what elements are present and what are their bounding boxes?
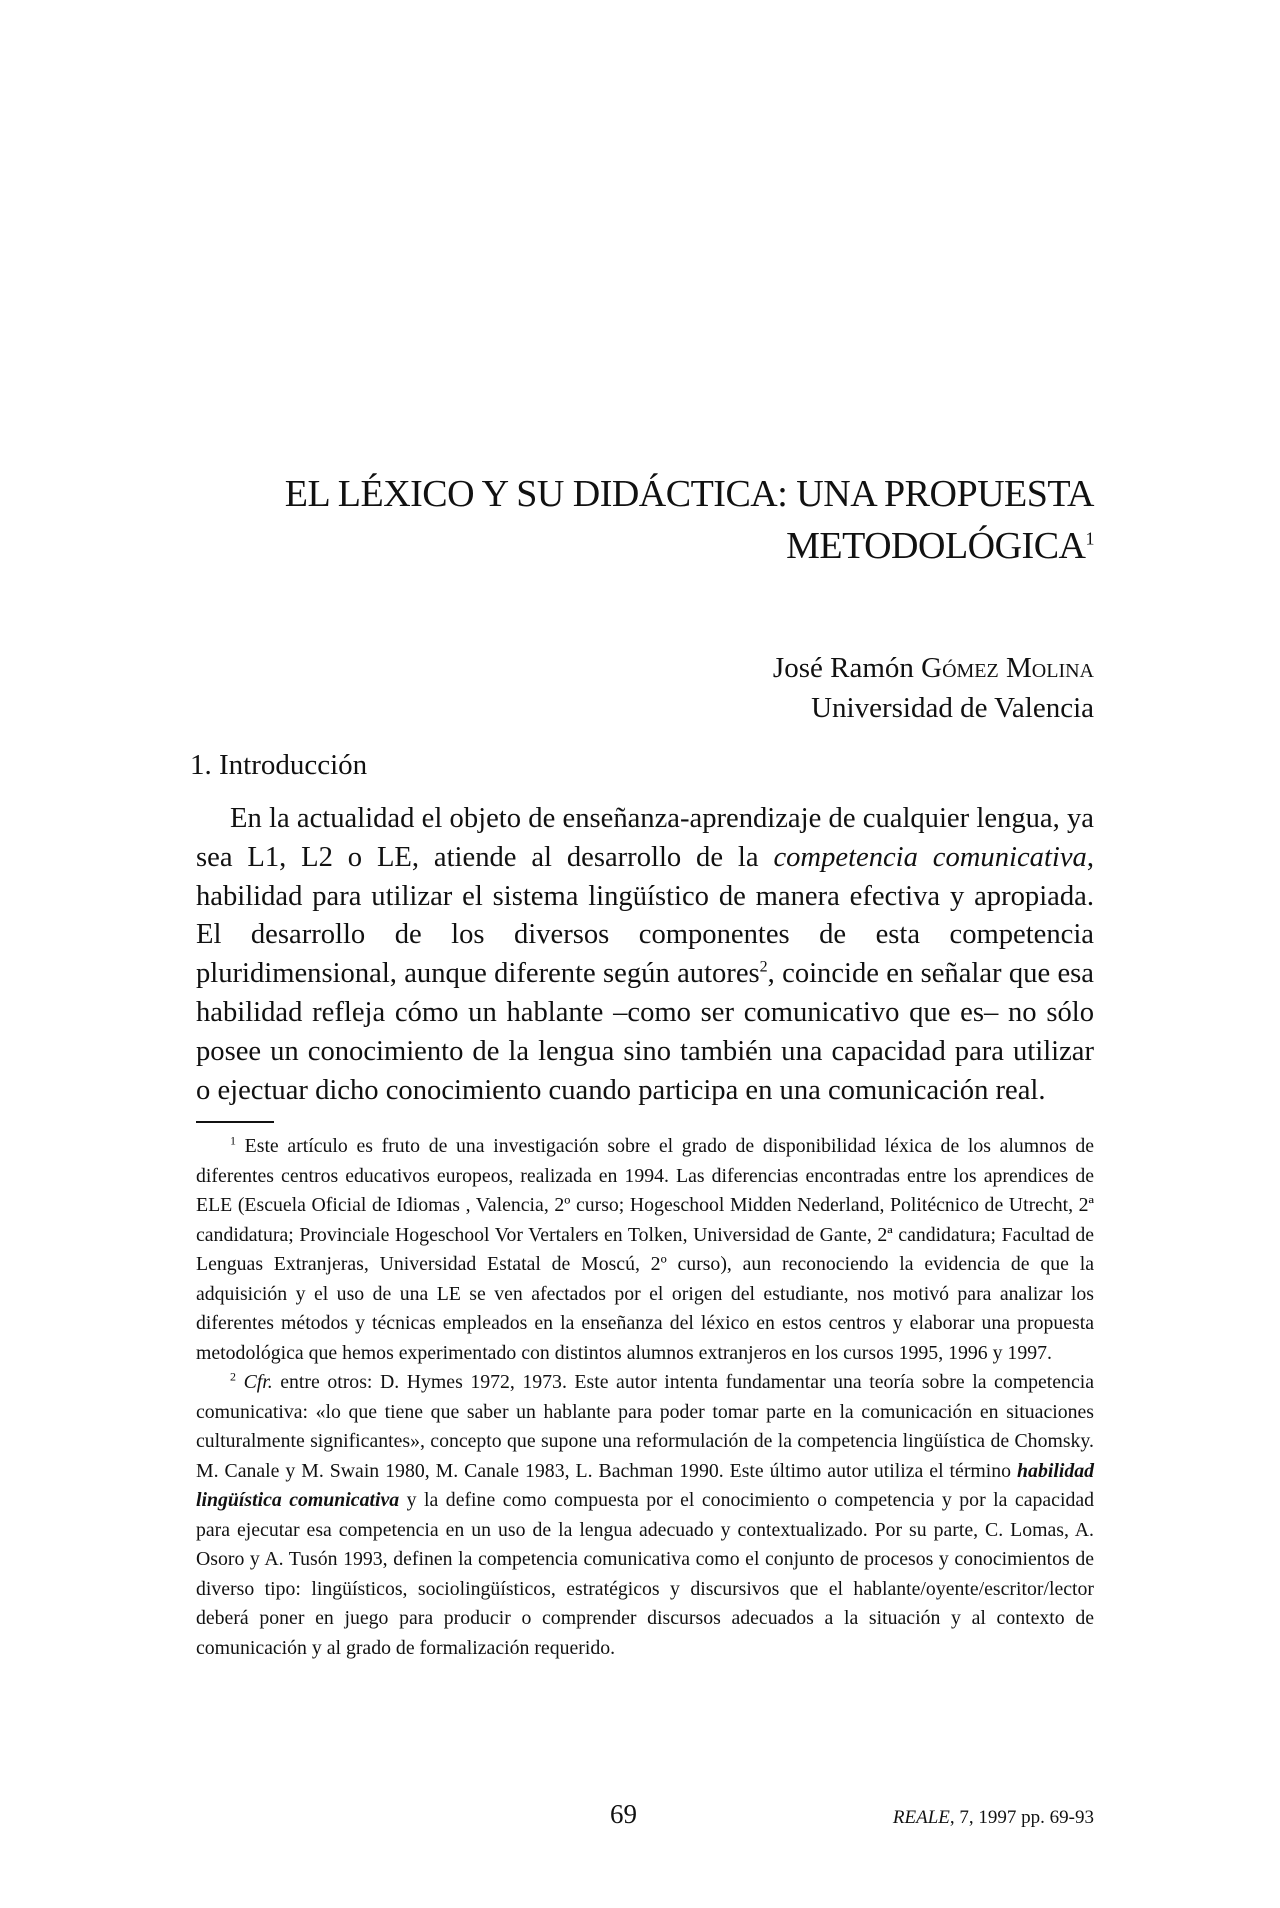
journal-name: REALE xyxy=(892,1807,950,1828)
body-text-part-3: , coincide en señalar que esa habilidad refleja cómo un hablante –como ser comunicativo que es– no sólo posee un conocimiento de la lengua sino también una capacidad para utilizar o ejectuar dicho conocimiento cuando participa en una comunicación real. xyxy=(196,958,1094,1106)
journal-details: , 7, 1997 pp. 69-93 xyxy=(949,1807,1094,1828)
footnote-2-cfr: Cfr. xyxy=(243,1371,273,1393)
author-surname-2: Molina xyxy=(1006,652,1094,684)
body-footnote-marker: 2 xyxy=(759,958,768,976)
title-line-1: EL LÉXICO Y SU DIDÁCTICA: UNA PROPUESTA xyxy=(284,473,1094,515)
author-surname-1: Gómez xyxy=(921,652,999,684)
section-heading: 1. Introducción xyxy=(190,749,368,781)
title-line-2-text: METODOLÓGICA xyxy=(786,525,1086,567)
page-number: 69 xyxy=(610,1799,637,1829)
footnote-2-italic-term: habilidad lingüística comunicativa xyxy=(196,1459,1094,1511)
title-line-2 xyxy=(200,520,1094,572)
body-paragraph xyxy=(196,800,1094,1110)
body-text-part-1: En la actualidad el objeto de enseñanza-aprendizaje de cualquier lengua, ya sea L1, L2 o LE, atiende al desarrollo de la xyxy=(196,803,1094,873)
title-footnote-marker: 1 xyxy=(1085,528,1094,549)
footnote-1-text: Este artículo es fruto de una investigación sobre el grado de disponibilidad léxica de los alumnos de diferentes centros educativos europeos, realizada en 1994. Las diferencias encontradas entre los aprendices de ELE (Escuela Oficial de Idiomas , Valencia, 2º curso; Hogeschool Midden Nederland, Politécnico de Utrecht, 2ª candidatura; Provinciale Hogeschool Vor Vertalers en Tolken, Universidad de Gante, 2ª candidatura; Facultad de Lenguas Extranjeras, Universidad Estatal de Moscú, 2º curso), aun reconociendo la evidencia de que la adquisición y el uso de una LE se ven afectados por el origen del estudiante, nos motivó para analizar los diferentes métodos y técnicas empleados en la enseñanza del léxico en estos centros y elaborar una propuesta metodológica que hemos experimentado con distintos alumnos extranjeros en los cursos 1995, 1996 y 1997. xyxy=(196,1135,1094,1364)
footnote-2-text-part-1: entre otros: D. Hymes 1972, 1973. Este autor intenta fundamentar una teoría sobre la competencia comunicativa: «lo que tiene que saber un hablante para poder tomar parte en la comunicación en situaciones culturalmente significantes», concepto que supone una reformulación de la competencia lingüística de Chomsky. M. Canale y M. Swain 1980, M. Canale 1983, L. Bachman 1990. Este último autor utiliza el término xyxy=(196,1371,1094,1482)
footnote-2-marker: 2 xyxy=(230,1369,236,1384)
footnote-separator xyxy=(196,1121,274,1123)
footnotes xyxy=(196,1132,1094,1663)
author-given-names: José Ramón xyxy=(772,652,914,684)
footnote-2 xyxy=(196,1368,1094,1663)
journal-reference xyxy=(840,1804,1094,1832)
body-text-part-2: , habilidad para utilizar el sistema lingüístico de manera efectiva y apropiada. El desarrollo de los diversos componentes de esta competencia pluridimensional, aunque diferente según autores xyxy=(196,841,1094,990)
footnote-2-text-part-2: y la define como compuesta por el conocimiento o competencia y por la capacidad para ejecutar esa competencia en un uso de la lengua adecuado y contextualizado. Por su parte, C. Lomas, A. Osoro y A. Tusón 1993, definen la competencia comunicativa como el conjunto de procesos y conocimientos de diverso tipo: lingüísticos, sociolingüísticos, estratégicos y discursivos que el hablante/oyente/escritor/lector deberá poner en juego para producir o comprender discursos adecuados a la situación y al contexto de comunicación y al grado de formalización requerido. xyxy=(196,1489,1095,1659)
body-italic-term: competencia comunicativa xyxy=(773,841,1087,873)
footnote-1 xyxy=(196,1132,1094,1368)
footnote-1-marker: 1 xyxy=(230,1133,236,1148)
author-name xyxy=(600,648,1094,688)
author-affiliation: Universidad de Valencia xyxy=(811,692,1094,724)
author-block xyxy=(600,648,1094,728)
article-title xyxy=(200,468,1094,572)
